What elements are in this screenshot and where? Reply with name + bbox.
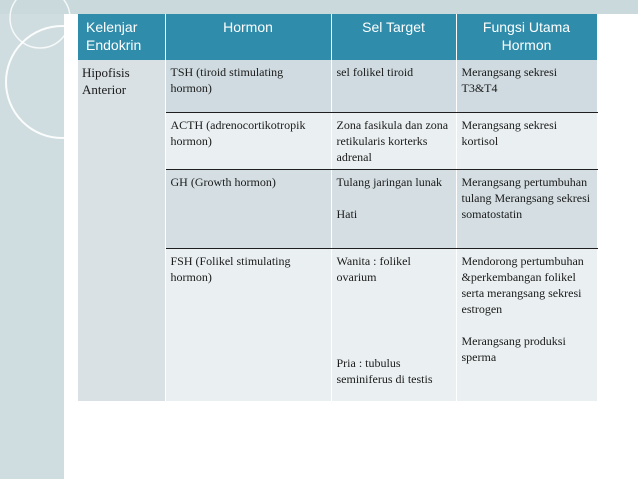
fungsi-cell: Merangsang sekresi kortisol	[456, 113, 597, 170]
target-text: Pria : tubulus seminiferus di testis	[336, 356, 433, 386]
target-text: Hati	[336, 207, 358, 221]
header-kelenjar: Kelenjar Endokrin	[78, 14, 165, 60]
hormon-cell: TSH (tiroid stimulating hormon)	[165, 60, 331, 113]
endocrine-table	[78, 14, 598, 401]
target-text: Wanita : folikel ovarium	[336, 254, 411, 284]
hormon-cell: GH (Growth hormon)	[165, 170, 331, 249]
table-row	[78, 60, 597, 113]
fungsi-text: Mendorong pertumbuhan &perkembangan folikel serta merangsang sekresi estrogen	[461, 254, 584, 316]
table-header-row	[78, 14, 597, 60]
fungsi-text: Merangsang produksi sperma	[461, 334, 566, 364]
header-sel-target: Sel Target	[331, 14, 456, 60]
fungsi-cell: Merangsang sekresi T3&T4	[456, 60, 597, 113]
hormon-cell: ACTH (adrenocortikotropik hormon)	[165, 113, 331, 170]
fungsi-cell: Merangsang pertumbuhan tulang Merangsang sekresi somatostatin	[456, 170, 597, 249]
target-cell	[331, 170, 456, 249]
hormon-cell: FSH (Folikel stimulating hormon)	[165, 249, 331, 402]
target-cell: Zona fasikula dan zona retikularis korterks adrenal	[331, 113, 456, 170]
header-hormon: Hormon	[165, 14, 331, 60]
target-cell	[331, 249, 456, 402]
header-fungsi: Fungsi Utama Hormon	[456, 14, 597, 60]
target-cell: sel folikel tiroid	[331, 60, 456, 113]
fungsi-cell	[456, 249, 597, 402]
target-text: Tulang jaringan lunak	[336, 175, 443, 189]
gland-cell: Hipofisis Anterior	[78, 60, 165, 401]
